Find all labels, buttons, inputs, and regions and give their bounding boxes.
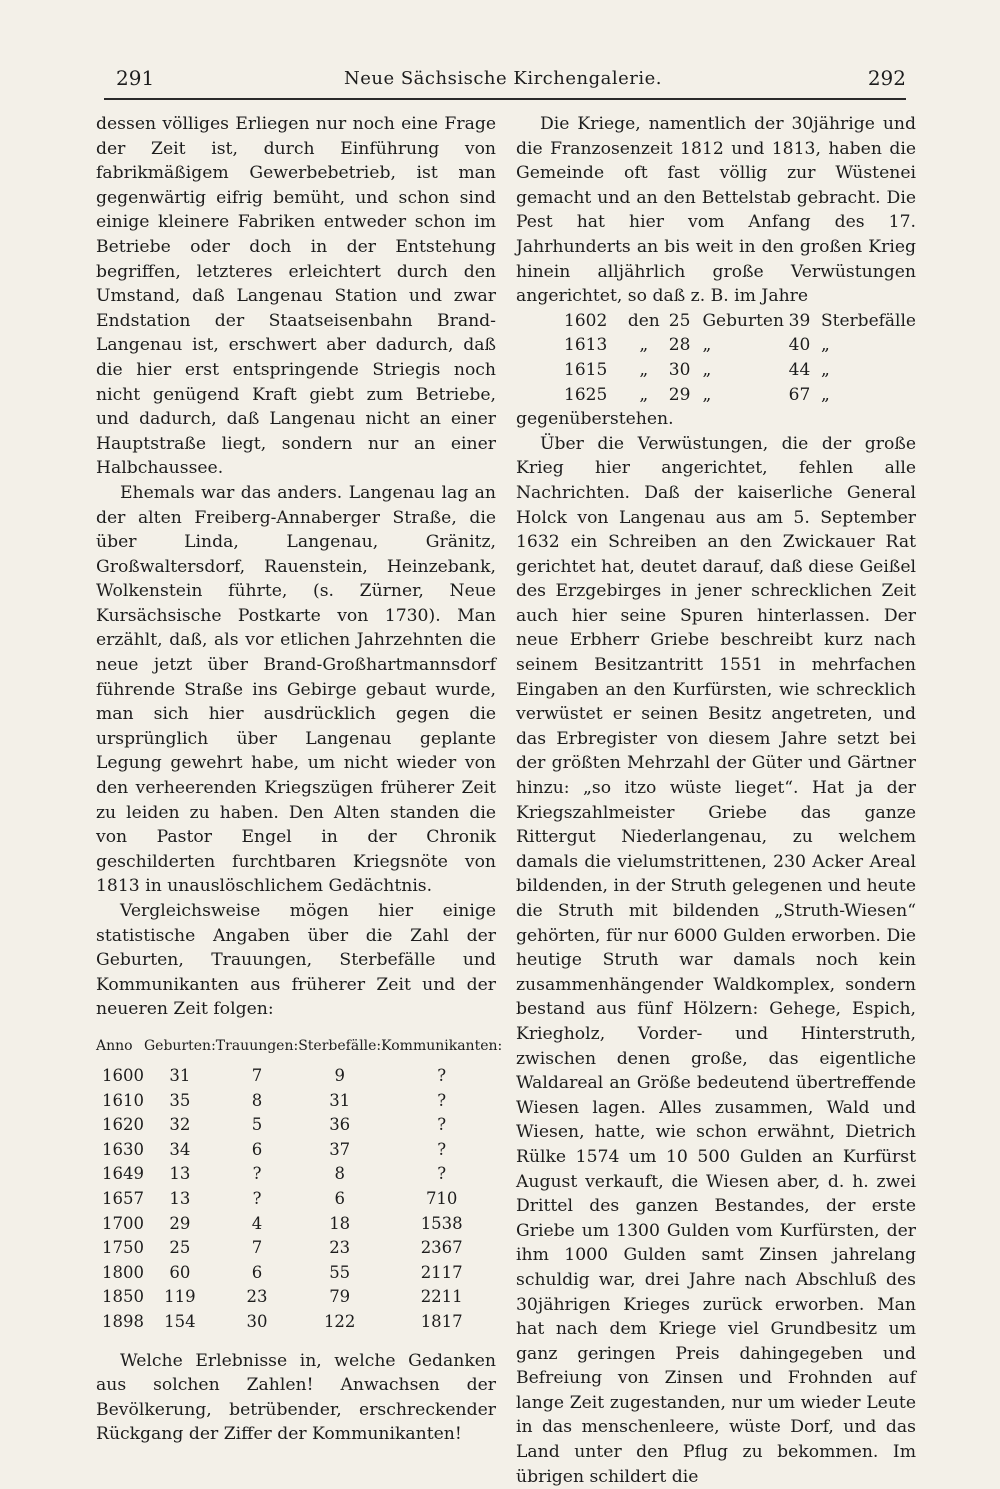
table-cell: ? [437, 1115, 447, 1135]
table-cell: 1800 [102, 1262, 144, 1282]
paragraph-welche: Welche Erlebnisse in, welche Gedanken aus solchen Zahlen! Anwachsen der Bevölkerung, betrübender, erschreckender Rückgang der Ziffer der Kommunikanten! [96, 1350, 496, 1445]
table-cell: 60 [169, 1262, 191, 1282]
table-cell: 35 [169, 1090, 191, 1110]
table-cell: 36 [329, 1115, 351, 1135]
table-cell: 6 [251, 1262, 263, 1282]
plague-cell: den [627, 310, 660, 331]
table-cell: 79 [329, 1287, 351, 1307]
table-cell: 1750 [102, 1238, 144, 1258]
table-cell: ? [437, 1065, 447, 1085]
table-row [96, 1310, 502, 1335]
table-cell: 34 [169, 1139, 191, 1159]
paragraph-gegenueber: gegenüberstehen. [516, 409, 674, 430]
table-row [96, 1236, 502, 1261]
table-cell: 23 [329, 1238, 351, 1258]
table-cell: 13 [169, 1188, 191, 1208]
table-cell: 8 [251, 1090, 263, 1110]
left-column [96, 112, 503, 1447]
table-cell: 8 [334, 1164, 345, 1184]
table-cell: 13 [169, 1164, 191, 1184]
table-cell: 6 [251, 1139, 263, 1159]
table-cell: 23 [246, 1287, 268, 1307]
table-cell: 154 [164, 1311, 196, 1331]
table-cell: 119 [164, 1287, 196, 1307]
plague-cell: „ [702, 359, 712, 380]
table-cell: ? [437, 1164, 447, 1184]
plague-cell: „ [702, 335, 712, 356]
table-cell: 710 [425, 1188, 458, 1208]
table-cell: 18 [329, 1213, 351, 1233]
plague-cell: 28 [668, 335, 691, 356]
table-cell: 1610 [102, 1090, 144, 1110]
plague-cell: „ [639, 335, 649, 356]
table-cell: 1657 [102, 1188, 144, 1208]
plague-cell: 1602 [564, 310, 608, 331]
header-rule [104, 98, 906, 100]
table-cell: ? [437, 1090, 447, 1110]
header-anno: Anno [96, 1037, 133, 1054]
table-cell: 1850 [102, 1287, 144, 1307]
table-cell: 2367 [420, 1238, 463, 1258]
header-sterbefaelle: Sterbefälle: [298, 1037, 382, 1054]
paragraph-verwuestungen: Über die Verwüstungen, die der große Krieg hier angerichtet, fehlen alle Nachrichten. Daß der kaiserliche General Holck von Langenau aus am 5. September 1632 ein Schreiben an den Zwickauer Rat gerichtet hat, deutet darauf, daß diese Geißel des Erzgebirges in jener schrecklichen Zeit auch hier seine Spuren hinterlassen. Der neue Erbherr Griebe beschreibt kurz nach seinem Besitzantritt 1551 in mehrfachen Eingaben an den Kurfürsten, wie schrecklich verwüstet er seinen Besitz angetreten, und das Erbregister von diesem Jahre setzt bei der größten Mehrzahl der Güter und Gärtner hinzu: „so itzo wüste lieget“. Hat ja der Kriegszahlmeister Griebe das ganze Rittergut Niederlangenau, zu welchem damals die vielumstrittenen, 230 Acker Areal bildenden, in der Struth gelegenen und heute die Struth mit bildenden „Struth-Wiesen“ gehörten, für nur 6000 Gulden erworben. Die heutige Struth war damals noch kein zusammenhängender Waldkomplex, sondern bestand aus fünf Hölzern: Gehege, Espich, Kriegholz, Vorder- und Hinterstruth, zwischen denen große, das eigentliche Waldareal an Größe bedeutend übertreffende Wiesen lagen. Alles zusammen, Wald und Wiesen, hatte, wie schon erwähnt, Dietrich Rülke 1574 um 10 500 Gulden an Kurfürst August verkauft, die Wiesen aber, d. h. zwei Drittel des ganzen Bestandes, der erste Griebe um 1300 Gulden vom Kurfürsten, der ihm 1000 Gulden samt Zinsen jahrelang schuldig war, drei Jahre nach Abschluß des 30jährigen Krieges zurück erworben. Man hat nach dem Kriege viel Grundbesitz um ganz geringen Preis dahingegeben und Befreiung von Zinsen und Frohnden auf lange Zeit zugestanden, nur um wieder Leute in das menschenleere, wüste Dorf, und das Land unter den Pflug zu bekommen. Im übrigen schildert die [516, 433, 916, 1487]
plague-cell: 1615 [564, 359, 608, 380]
table-cell: 1649 [102, 1164, 144, 1184]
table-cell: 6 [334, 1188, 345, 1208]
plague-cell: „ [821, 335, 830, 356]
table-cell: 1817 [420, 1311, 463, 1331]
table-row [96, 1138, 502, 1163]
right-column [516, 112, 916, 1489]
table-cell: ? [437, 1139, 447, 1159]
table-header-row [96, 1036, 502, 1064]
plague-cell: „ [821, 359, 830, 380]
table-cell: 29 [169, 1213, 191, 1233]
plague-cell: „ [639, 359, 649, 380]
table-cell: 1600 [102, 1065, 144, 1085]
table-cell: 1898 [102, 1311, 144, 1331]
plague-cell: 25 [668, 310, 691, 331]
table-cell: 25 [169, 1238, 191, 1258]
plague-cell: 1613 [564, 335, 608, 356]
table-cell: ? [252, 1164, 262, 1184]
table-row [96, 1187, 502, 1212]
plague-cell: 40 [788, 335, 811, 356]
table-cell: 1538 [420, 1213, 463, 1233]
plague-cell: 29 [668, 384, 691, 405]
table-cell: 4 [251, 1213, 263, 1233]
paragraph-continuation: dessen völliges Erliegen nur noch eine Frage der Zeit ist, durch Einführung von fabrikmäßigem Gewerbebetrieb, ist man gegenwärtig eifrig bemüht, und schon sind einige kleinere Fabriken entweder schon im Betriebe oder doch in der Entstehung begriffen, letzteres erleichtert durch den Umstand, daß Langenau Station und zwar Endstation der Staatseisenbahn Brand-Langenau ist, erschwert aber dadurch, daß die hier erst entspringende Striegis noch nicht genügend Kraft giebt zum Betriebe, und dadurch, daß Langenau nicht an einer Hauptstraße liegt, sondern nur an einer Halbchaussee. [96, 114, 496, 479]
table-cell: 37 [329, 1139, 351, 1159]
table-cell: ? [252, 1188, 262, 1208]
plague-cell: 1625 [564, 384, 608, 405]
table-row [96, 1113, 502, 1138]
table-cell: 122 [323, 1311, 356, 1331]
table-row [96, 1089, 502, 1114]
table-cell: 31 [169, 1065, 191, 1085]
statistics-table [96, 1036, 502, 1335]
plague-cell: „ [639, 384, 649, 405]
table-cell: 31 [329, 1090, 351, 1110]
table-row [96, 1285, 502, 1310]
table-row [96, 1261, 502, 1286]
plague-row [516, 358, 916, 383]
table-cell: 30 [246, 1311, 268, 1331]
table-row [96, 1212, 502, 1237]
table-cell: 7 [251, 1065, 263, 1085]
table-cell: 7 [251, 1238, 263, 1258]
table-cell: 1700 [102, 1213, 144, 1233]
plague-cell: Sterbefälle [821, 310, 916, 331]
page-number-left: 291 [116, 66, 155, 90]
table-cell: 1630 [102, 1139, 144, 1159]
plague-cell: 39 [788, 310, 811, 331]
page-header [100, 66, 906, 96]
table-body [96, 1064, 502, 1335]
plague-cell: 30 [668, 359, 691, 380]
plague-row [516, 333, 916, 358]
paragraph-kriege: Die Kriege, namentlich der 30jährige und die Franzosenzeit 1812 und 1813, haben die Gemeinde oft fast völlig zur Wüstenei gemacht und an den Bettelstab gebracht. Die Pest hat hier vom Anfang des 17. Jahrhunderts an bis weit in den großen Krieg hinein alljährlich große Verwüstungen angerichtet, so daß z. B. im Jahre [516, 114, 916, 307]
header-trauungen: Trauungen: [215, 1037, 299, 1054]
table-cell: 2211 [420, 1287, 463, 1307]
header-kommunikanten: Kommunikanten: [381, 1037, 503, 1054]
plague-row [516, 383, 916, 408]
table-cell: 9 [334, 1065, 345, 1085]
plague-cell: 44 [788, 359, 811, 380]
table-cell: 55 [329, 1262, 351, 1282]
plague-cell: „ [821, 384, 830, 405]
plague-cell: 67 [788, 384, 811, 405]
plague-row [516, 309, 916, 334]
page-number-right: 292 [867, 66, 906, 90]
table-cell: 1620 [102, 1115, 144, 1135]
plague-cell: „ [702, 384, 712, 405]
table-row [96, 1064, 502, 1089]
table-cell: 2117 [420, 1262, 463, 1282]
table-cell: 32 [169, 1115, 191, 1135]
table-row [96, 1162, 502, 1187]
paragraph-vergleichsweise: Vergleichsweise mögen hier einige statistische Angaben über die Zahl der Geburten, Trauungen, Sterbefälle und Kommunikanten aus früherer Zeit und der neueren Zeit folgen: [96, 901, 496, 1020]
paragraph-ehemals: Ehemals war das anders. Langenau lag an der alten Freiberg-Annaberger Straße, die über Linda, Langenau, Gränitz, Großwaltersdorf, Rauenstein, Heinzebank, Wolkenstein führte, (s. Zürner, Neue Kursächsische Postkarte von 1730). Man erzählt, daß, als vor etlichen Jahrzehnten die neue jetzt über Brand-Großhartmannsdorf führende Straße ins Gebirge gebaut wurde, man sich hier ausdrücklich gegen die ursprünglich über Langenau geplante Legung gewehrt habe, um nicht wieder von den verheerenden Kriegszügen früherer Zeit zu leiden zu haben. Den Alten standen die von Pastor Engel in der Chronik geschilderten furchtbaren Kriegsnöte von 1813 in unauslöschlichem Gedächtnis. [96, 482, 496, 897]
plague-cell: Geburten [702, 310, 784, 331]
header-geburten: Geburten: [144, 1037, 216, 1054]
running-title: Neue Sächsische Kirchengalerie. [343, 68, 662, 89]
plague-table [516, 309, 916, 407]
table-cell: 5 [251, 1115, 263, 1135]
